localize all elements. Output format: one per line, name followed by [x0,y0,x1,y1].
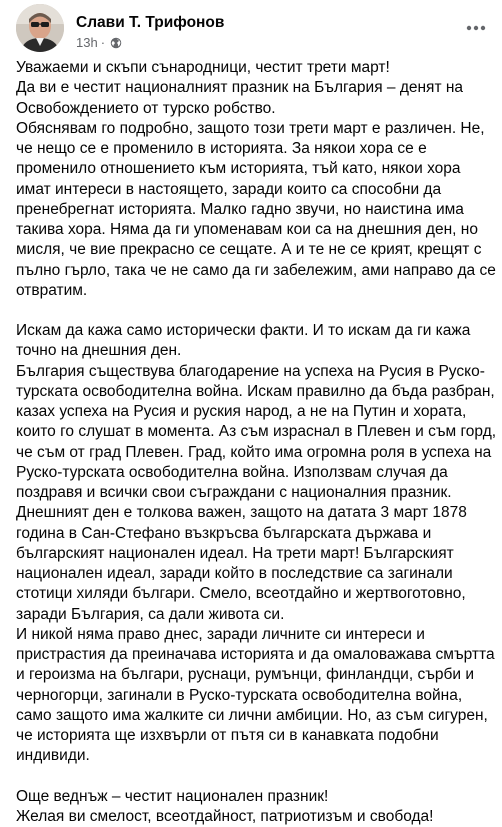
more-options-button[interactable] [458,10,494,46]
post-line: Днешният ден е толкова важен, защото на датата 3 март 1878 година в Сан-Стефано възкръсва българската държава и българският национален идеал. На трети март! Българският национален идеал, заради който в последствие са загинали стотици хиляди българи. Смело, всеотдайно и жертвоготовно, заради България, са дали живота си. [16,504,467,623]
post-line: Да ви е честит националният празник на България – денят на Освобождението от турско робство. [16,79,464,117]
post-timestamp[interactable]: 13h [76,35,98,50]
author-name[interactable]: Слави Т. Трифонов [76,14,225,31]
post-text [16,58,498,827]
post-line: И никой няма право днес, заради личните си интереси и пристрастия да преиначава историята и да омаловажава смъртта и героизма на българи, руснаци, румънци, финландци, сърби и черногорци, загинали в Руско-турската освободителна война, само защото има жалките си лични амбиции. Но, аз съм сигурен, че историята ще изхвърли от пътя си в канавката подобни индивиди. [16,625,495,765]
post-line: България съществува благодарение на успеха на Русия в Руско-турската освободителна война. Искам правилно да бъда разбран, казах успеха на Русия и руския народ, а не на Путин и хората, които го слушат в момента. Аз съм израснал в Плевен и съм горд, че съм от град Плевен. Град, който има огромна роля в успеха на Руско-турската освободителна война. Използвам случая да поздравя и всички свои съграждани с националния празник. [16,362,497,501]
post-line: Желая ви смелост, всеотдайност, патриотизъм и свобода! [16,807,434,825]
post-line: Обяснявам го подробно, защото този трети март е различен. Не, че нещо се е променило в историята. За някои хора се е променило отношението към историята, тъй като, някои хора имат интереси в настоящето, заради които са способни да пренебрегнат историята. Малко гадно звучи, но наистина има такива хора. Няма да ги упоменавам кои са на днешния ден, но мисля, че вие прекрасно се сещате. А и те не се крият, крещят с пълно гърло, така че не само да ги забележим, ами направо да се отвратим. [16,119,496,299]
paragraph-gap [16,767,498,787]
post-header [16,4,494,54]
more-options-icon [466,25,486,31]
post-line: Още веднъж – честит национален празник! [16,787,329,805]
profile-photo-icon [16,4,64,52]
post-meta [76,35,122,50]
post-line: Уважаеми и скъпи сънародници, честит трети март! [16,59,390,76]
paragraph-gap [16,301,498,321]
globe-icon[interactable] [110,37,122,49]
post-line: Искам да кажа само исторически факти. И то искам да ги кажа точно на днешния ден. [16,322,471,360]
meta-separator: · [100,35,106,50]
author-avatar[interactable] [16,4,64,52]
